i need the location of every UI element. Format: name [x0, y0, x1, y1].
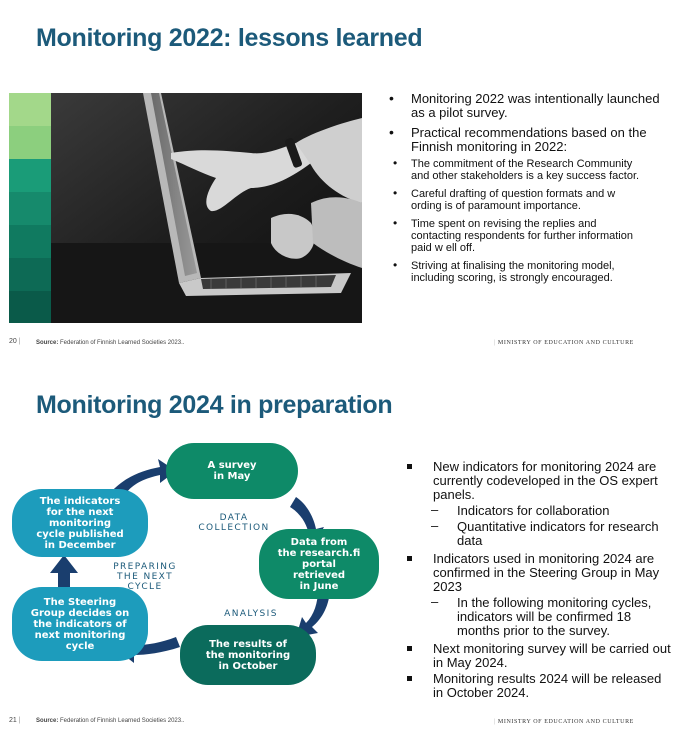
- subbullet-item: – Indicators for collaboration: [431, 504, 675, 518]
- subbullet-item: • Careful drafting of question formats and w ording is of paramount importance.: [383, 188, 647, 212]
- stripe-4: [9, 192, 51, 225]
- ministry-name: MINISTRY OF EDUCATION AND CULTURE: [497, 340, 634, 346]
- bullet-item: Monitoring results 2024 will be released in October 2024.: [405, 672, 675, 700]
- slide1-bullets: [383, 92, 673, 290]
- node-survey-text: A survey in May: [207, 460, 257, 482]
- bullet-item: Next monitoring survey will be carried out in May 2024.: [405, 642, 675, 670]
- page-number: 21: [9, 717, 17, 724]
- slide1-page-number: 20 |: [9, 338, 21, 345]
- stripe-7: [9, 291, 51, 323]
- stripe-6: [9, 258, 51, 291]
- node-results: [180, 625, 316, 685]
- source-text: Federation of Finnish Learned Societies 2023..: [60, 340, 185, 346]
- subbullet-item: • The commitment of the Research Community and other stakeholders is a key success factor.: [383, 158, 647, 182]
- node-survey: [166, 443, 298, 499]
- slide1-source: [36, 340, 184, 346]
- stripe-3: [9, 159, 51, 192]
- node-steering-text: The Steering Group decides on the indicators of next monitoring cycle: [30, 596, 130, 652]
- stripe-2: [9, 126, 51, 159]
- subbullet-item: • Time spent on revising the replies and contacting respondents for further information paid w ell off.: [383, 218, 647, 254]
- stripe-1: [9, 93, 51, 126]
- node-results-text: The results of the monitoring in October: [205, 638, 291, 672]
- slide1-ministry: | MINISTRY OF EDUCATION AND CULTURE: [494, 340, 634, 346]
- label-preparing: PREPARING THE NEXT CYCLE: [113, 562, 177, 592]
- slide2-bullets: [405, 460, 675, 700]
- subbullet-item: – Quantitative indicators for research data: [431, 520, 675, 548]
- stripe-5: [9, 225, 51, 258]
- slide1-title: Monitoring 2022: lessons learned: [36, 24, 423, 52]
- label-data-collection: DATA COLLECTION: [198, 513, 270, 533]
- bullet-item: • Practical recommendations based on the Finnish monitoring in 2022:: [383, 126, 673, 154]
- subbullet-item: • Striving at finalising the monitoring model, including scoring, is strongly encouraged.: [383, 260, 647, 284]
- source-label: Source:: [36, 340, 59, 346]
- laptop-photo: [51, 93, 362, 323]
- slide2-title: Monitoring 2024 in preparation: [36, 391, 393, 419]
- node-indicators: [12, 489, 148, 557]
- bullet-item: Indicators used in monitoring 2024 are confirmed in the Steering Group in May 2023: [405, 552, 675, 594]
- page-number: 20: [9, 338, 17, 345]
- arrow-to-indicators: [50, 555, 78, 587]
- cycle-diagram: [0, 437, 380, 697]
- subbullet-item: – In the following monitoring cycles, indicators will be confirmed 18 months prior to the survey.: [431, 596, 675, 638]
- source-label: Source:: [36, 718, 59, 724]
- label-analysis: ANALYSIS: [224, 609, 278, 619]
- bullet-item: New indicators for monitoring 2024 are currently codeveloped in the OS expert panels.: [405, 460, 675, 502]
- slide2-source: [36, 718, 184, 724]
- node-indicators-text: The indicators for the next monitoring cycle published in December: [36, 495, 124, 551]
- bullet-item: • Monitoring 2022 was intentionally launched as a pilot survey.: [383, 92, 673, 120]
- node-data-text: Data from the research.fi portal retrieved in June: [277, 536, 361, 592]
- slide1-photo-block: [9, 93, 362, 323]
- source-text: Federation of Finnish Learned Societies 2023..: [60, 718, 185, 724]
- slide2-ministry: | MINISTRY OF EDUCATION AND CULTURE: [494, 719, 634, 725]
- slide2-page-number: 21 |: [9, 717, 21, 724]
- ministry-name: MINISTRY OF EDUCATION AND CULTURE: [497, 719, 634, 725]
- node-data: [259, 529, 379, 599]
- node-steering: [12, 587, 148, 661]
